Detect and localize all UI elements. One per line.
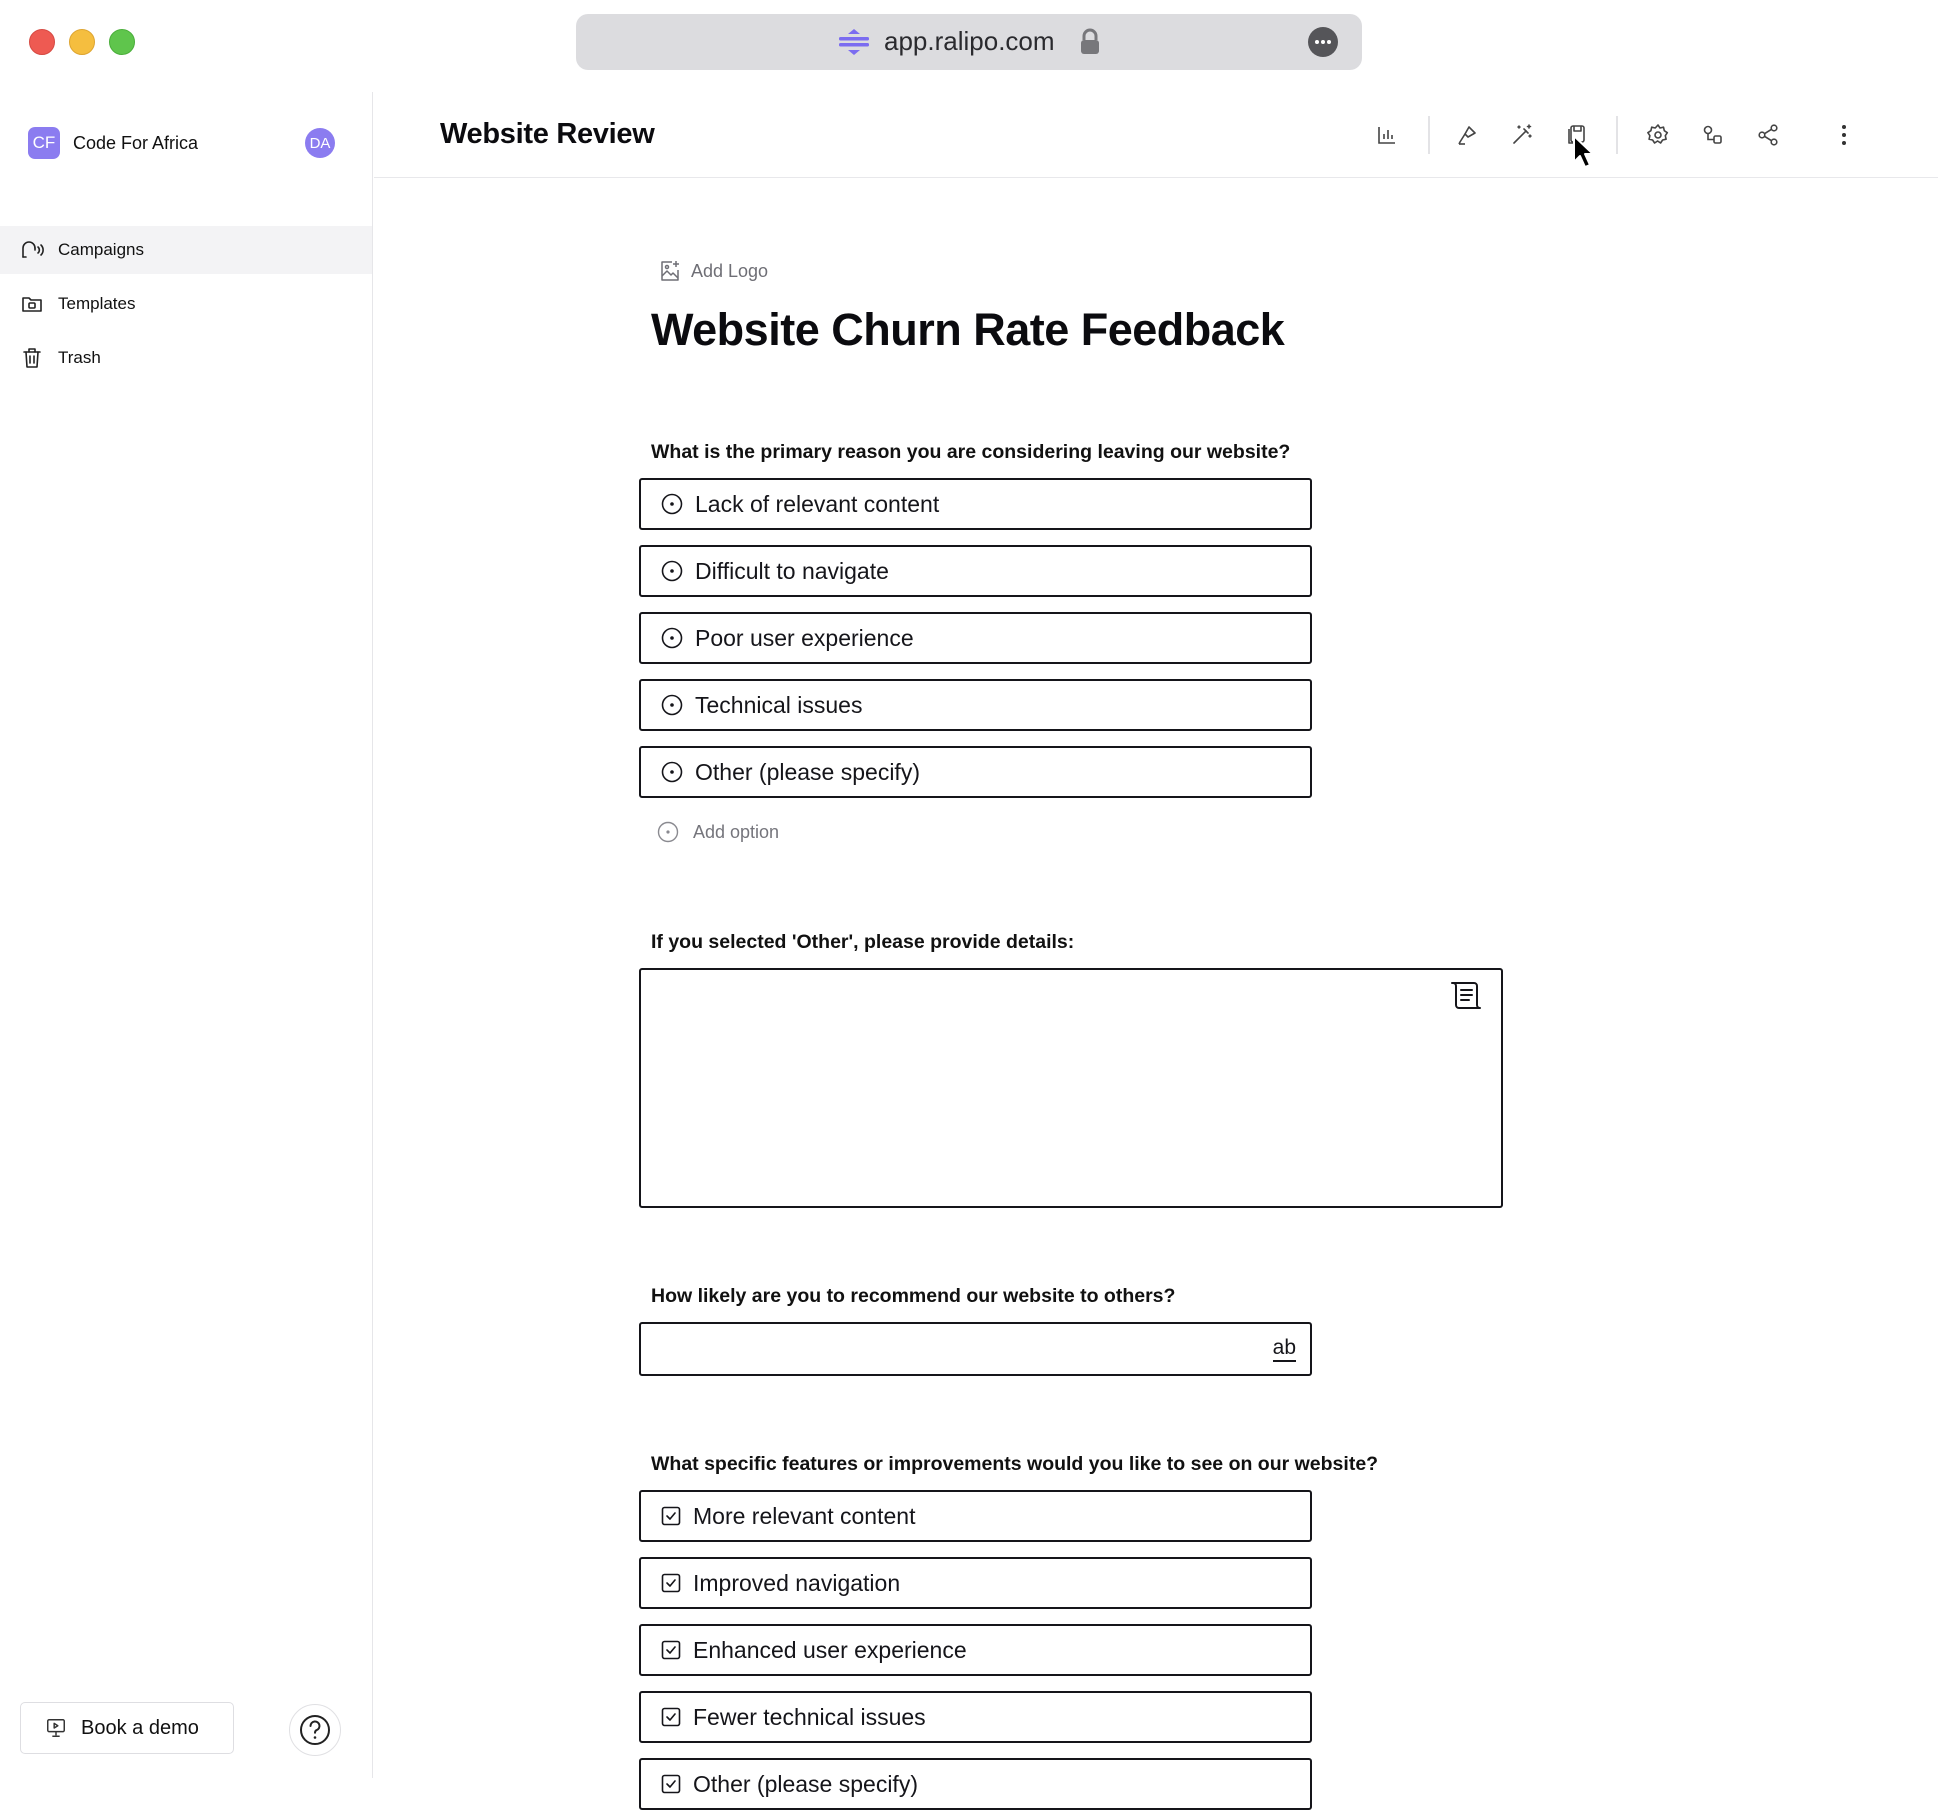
templates-folder-icon xyxy=(20,292,44,316)
radio-option[interactable] xyxy=(639,612,1312,664)
checkbox-option[interactable] xyxy=(639,1691,1312,1743)
book-demo-label: Book a demo xyxy=(81,1716,199,1739)
checkbox-icon xyxy=(661,1774,681,1794)
radio-icon xyxy=(661,694,683,716)
sidebar xyxy=(0,92,373,1778)
option-label: More relevant content xyxy=(693,1502,916,1529)
workspace-switcher[interactable] xyxy=(28,126,198,160)
sidebar-nav xyxy=(0,226,372,388)
more-options-icon[interactable] xyxy=(1308,27,1338,57)
option-label: Other (please specify) xyxy=(695,758,920,785)
share-icon xyxy=(1756,123,1780,147)
radio-icon xyxy=(657,821,679,843)
option-label: Other (please specify) xyxy=(693,1770,918,1797)
question-label[interactable]: If you selected 'Other', please provide details: xyxy=(651,931,1075,953)
sidebar-item-label: Trash xyxy=(58,348,101,367)
checkbox-icon xyxy=(661,1573,681,1593)
ai-magic-icon xyxy=(1510,123,1534,147)
analytics-button[interactable] xyxy=(1374,122,1400,148)
checkbox-icon xyxy=(661,1640,681,1660)
question-label[interactable]: How likely are you to recommend our website to others? xyxy=(651,1285,1176,1307)
sidebar-item-templates[interactable] xyxy=(0,280,372,328)
minimize-window-button[interactable] xyxy=(69,29,95,55)
book-demo-button[interactable] xyxy=(20,1702,234,1754)
form-title[interactable]: Website Churn Rate Feedback xyxy=(651,304,1285,355)
logic-icon xyxy=(1701,123,1725,147)
trash-icon xyxy=(20,346,44,370)
sidebar-item-trash[interactable] xyxy=(0,334,372,382)
radio-icon xyxy=(661,493,683,515)
checkbox-icon xyxy=(661,1707,681,1727)
option-label: Technical issues xyxy=(695,691,863,718)
workspace-badge: CF xyxy=(28,127,60,159)
design-button[interactable] xyxy=(1454,122,1480,148)
toolbar-divider xyxy=(1428,116,1430,154)
option-label: Difficult to navigate xyxy=(695,557,889,584)
campaigns-icon xyxy=(20,238,44,262)
question-label[interactable]: What is the primary reason you are considering leaving our website? xyxy=(651,441,1291,463)
lock-icon xyxy=(1078,28,1102,56)
checkbox-option[interactable] xyxy=(639,1758,1312,1810)
design-icon xyxy=(1456,124,1478,146)
ralipo-logo-icon xyxy=(838,28,870,56)
mouse-cursor-icon xyxy=(1572,134,1598,170)
window-titlebar xyxy=(0,0,1938,92)
page-title: Website Review xyxy=(440,118,655,150)
editor-header xyxy=(374,92,1938,178)
help-icon xyxy=(298,1713,332,1747)
radio-option[interactable] xyxy=(639,746,1312,798)
option-label: Enhanced user experience xyxy=(693,1636,967,1663)
sidebar-item-label: Templates xyxy=(58,294,136,313)
address-bar[interactable] xyxy=(576,14,1362,70)
logic-button[interactable] xyxy=(1700,122,1726,148)
help-button[interactable] xyxy=(289,1704,341,1756)
ai-magic-button[interactable] xyxy=(1509,122,1535,148)
checkbox-option[interactable] xyxy=(639,1624,1312,1676)
url-text[interactable]: app.ralipo.com xyxy=(884,26,1055,56)
option-label: Fewer technical issues xyxy=(693,1703,926,1730)
short-text-answer-field[interactable] xyxy=(639,1322,1312,1376)
presentation-icon xyxy=(45,1717,67,1739)
option-label: Poor user experience xyxy=(695,624,914,651)
radio-option[interactable] xyxy=(639,679,1312,731)
toolbar-divider xyxy=(1616,116,1618,154)
maximize-window-button[interactable] xyxy=(109,29,135,55)
radio-option[interactable] xyxy=(639,545,1312,597)
checkbox-option[interactable] xyxy=(639,1557,1312,1609)
settings-button[interactable] xyxy=(1645,122,1671,148)
more-menu-button[interactable] xyxy=(1831,122,1857,148)
short-text-icon: ab xyxy=(1272,1336,1296,1359)
option-label: Improved navigation xyxy=(693,1569,901,1596)
add-logo-button[interactable] xyxy=(659,260,768,282)
sidebar-item-campaigns[interactable] xyxy=(0,226,372,274)
long-text-icon xyxy=(1449,980,1483,1012)
workspace-name: Code For Africa xyxy=(73,132,199,153)
add-logo-label: Add Logo xyxy=(691,260,769,281)
option-label: Lack of relevant content xyxy=(695,490,940,517)
checkbox-icon xyxy=(661,1506,681,1526)
radio-icon xyxy=(661,761,683,783)
add-option-label: Add option xyxy=(693,821,780,842)
radio-icon xyxy=(661,560,683,582)
analytics-icon xyxy=(1376,124,1398,146)
share-button[interactable] xyxy=(1755,122,1781,148)
settings-icon xyxy=(1646,123,1670,147)
close-window-button[interactable] xyxy=(29,29,55,55)
sidebar-item-label: Campaigns xyxy=(58,240,144,259)
radio-icon xyxy=(661,627,683,649)
more-vertical-icon xyxy=(1840,123,1848,147)
image-add-icon xyxy=(659,260,681,282)
question-label[interactable]: What specific features or improvements would you like to see on our website? xyxy=(651,1453,1379,1475)
avatar[interactable]: DA xyxy=(305,128,335,158)
add-option-button[interactable] xyxy=(657,821,779,843)
radio-option[interactable] xyxy=(639,478,1312,530)
long-text-answer-field[interactable] xyxy=(639,968,1503,1208)
checkbox-option[interactable] xyxy=(639,1490,1312,1542)
